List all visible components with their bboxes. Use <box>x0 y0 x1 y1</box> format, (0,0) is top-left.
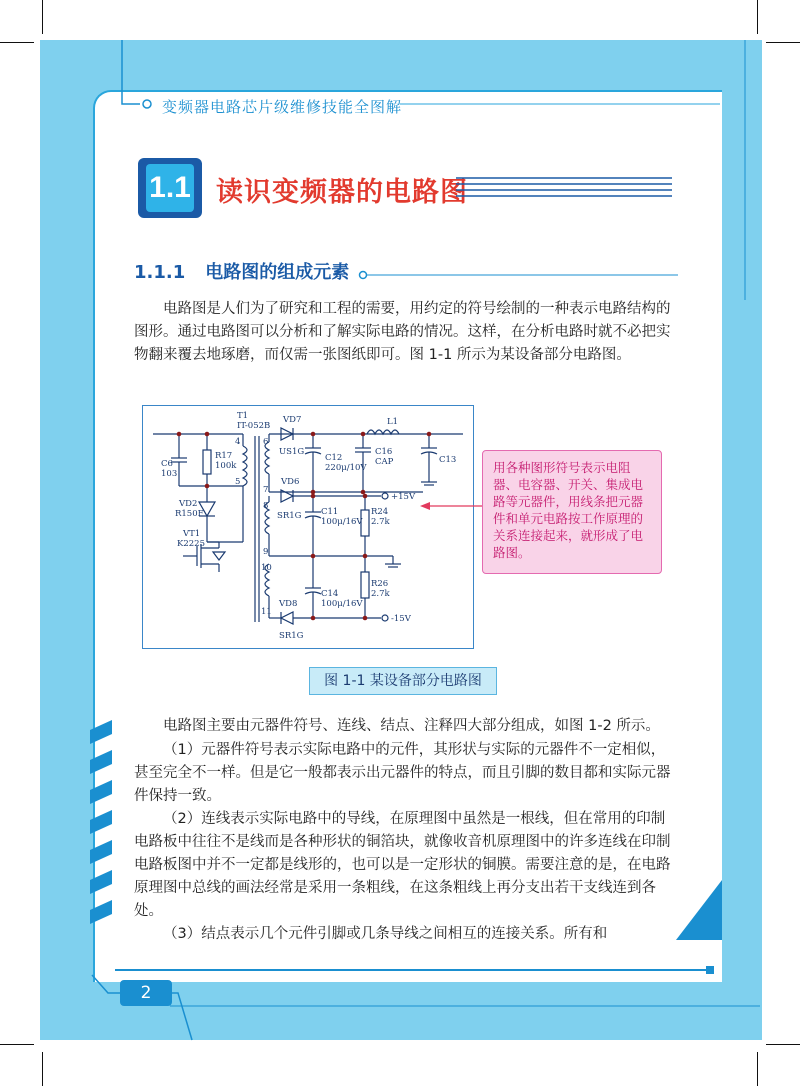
label-c13: C13 <box>439 455 457 465</box>
label-pin4: 4 <box>235 437 241 447</box>
label-r24: R24 <box>371 507 389 517</box>
label-vd6: VD6 <box>281 477 300 487</box>
label-neg15v: -15V <box>391 614 411 624</box>
label-r26: R26 <box>371 579 389 589</box>
label-pin6: 6 <box>263 437 269 447</box>
label-r17: R17 <box>215 451 233 461</box>
paragraph-intro: 电路图是人们为了研究和工程的需要，用约定的符号绘制的一种表示电路结构的图形。通过电路图可以分析和了解实际电路的情况。这样，在分析电路时就不必把实物翻来覆去地琢磨，而仅需一张图纸即可。图 1-1 所示为某设备部分电路图。 <box>134 301 671 363</box>
label-vd2: VD2 <box>179 499 198 509</box>
paragraph-item-1: （1）元器件符号表示实际电路中的元件，其形状与实际的元器件不一定相似，甚至完全不一样。但是它一般都表示出元器件的特点，而且引脚的数目都和实际元器件保持一致。 <box>134 742 671 804</box>
subsection-title: 电路图的组成元素 <box>205 262 350 283</box>
label-vt1: VT1 <box>183 529 201 539</box>
label-pin9: 9 <box>263 547 269 557</box>
subsection-heading <box>134 258 349 284</box>
label-pin5: 5 <box>235 477 241 487</box>
label-vd2-model: R150F <box>175 509 204 519</box>
label-vd7-model: US1G <box>279 447 305 457</box>
label-vd7: VD7 <box>283 415 302 425</box>
label-c6: C6 <box>161 459 173 469</box>
section-title: 读识变频器的电路图 <box>216 177 468 208</box>
label-c14: C14 <box>321 589 339 599</box>
label-c11: C11 <box>321 507 339 517</box>
label-pin10: 10 <box>261 563 272 573</box>
label-c11-val: 100μ/16V <box>321 517 363 527</box>
subsection-number: 1.1.1 <box>134 262 186 283</box>
figure-caption: 图 1-1 某设备部分电路图 <box>309 667 497 695</box>
label-c16-val: CAP <box>375 457 394 467</box>
annotation-note: 用各种图形符号表示电阻器、电容器、开关、集成电路等元器件，用线条把元器件和单元电路按工作原理的关系连接起来，就形成了电路图。 <box>482 450 662 574</box>
paragraph-item-3: （3）结点表示几个元件引脚或几条导线之间相互的连接关系。所有和 <box>163 926 608 942</box>
section-chip-icon <box>138 158 202 218</box>
note-arrow <box>420 496 484 516</box>
label-vd6-model: SR1G <box>277 511 302 521</box>
label-vt1-model: K2225 <box>177 539 205 549</box>
section-number: 1.1 <box>146 164 194 212</box>
page-number: 2 <box>120 980 172 1006</box>
label-l1: L1 <box>387 417 399 427</box>
label-vd8-model: SR1G <box>279 631 304 641</box>
book-title: 变频器电路芯片级维修技能全图解 <box>162 98 403 116</box>
label-c16: C16 <box>375 447 393 457</box>
label-pin11: 11 <box>261 607 272 617</box>
label-r24-val: 2.7k <box>371 517 390 527</box>
stripe-decoration <box>90 720 120 950</box>
label-pin7: 7 <box>263 485 269 495</box>
label-c14-val: 100μ/16V <box>321 599 363 609</box>
label-vd8: VD8 <box>279 599 298 609</box>
label-r17-val: 100k <box>215 461 237 471</box>
label-t1: T1 <box>237 411 249 421</box>
label-r26-val: 2.7k <box>371 589 390 599</box>
label-pin8: 8 <box>263 501 269 511</box>
label-c12: C12 <box>325 453 343 463</box>
label-c12-val: 220μ/10V <box>325 463 367 473</box>
label-pos15v: +15V <box>391 492 416 502</box>
title-rule-lines <box>456 176 672 200</box>
circuit-diagram <box>143 406 473 648</box>
label-t1-model: IT-052B <box>237 421 271 431</box>
circuit-figure <box>142 405 474 649</box>
paragraph-item-2: （2）连线表示实际电路中的导线，在原理图中虽然是一根线，但在常用的印制电路板中往往不是线而是各种形状的铜箔块，就像收音机原理图中的许多连线在印制电路板图中并不一定都是线形的，也可以是一定形状的铜膜。需要注意的是，在电路原理图中总线的画法经常是采用一条粗线，在这条粗线上再分支出若干支线连到各处。 <box>134 811 671 919</box>
label-c6-val: 103 <box>161 469 178 479</box>
subsection-rule <box>358 270 678 280</box>
corner-decoration <box>676 880 722 940</box>
paragraph-components: 电路图主要由元器件符号、连线、结点、注释四大部分组成，如图 1-2 所示。 <box>163 718 660 734</box>
